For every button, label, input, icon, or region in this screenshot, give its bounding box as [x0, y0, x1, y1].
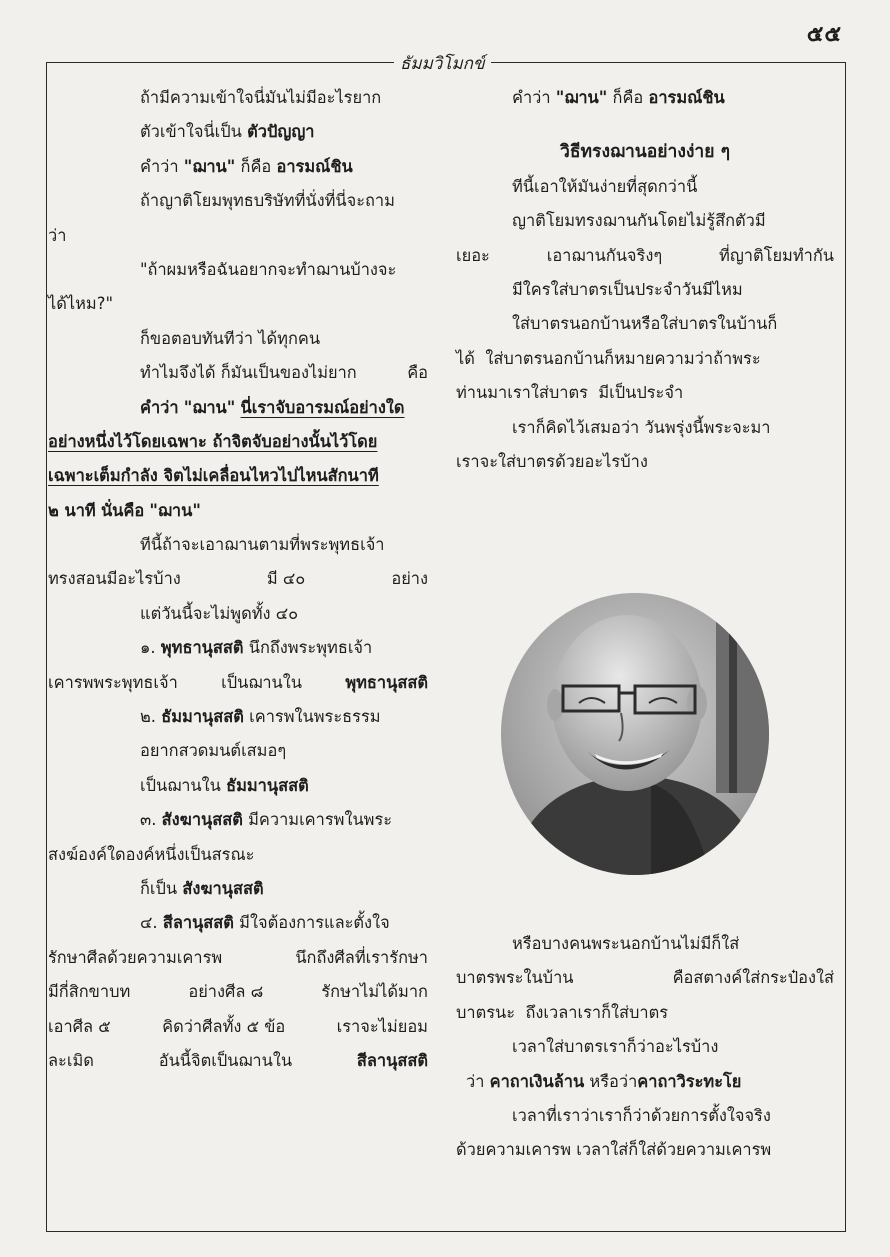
- text-line: ก็เป็น สังฆานุสสติ: [140, 878, 264, 898]
- text-line: คำว่า "ฌาน" นี่เราจับอารมณ์อย่างใด: [140, 397, 405, 417]
- text-line: ทำไมจึงได้ ก็มันเป็นของไม่ยาก คือ: [140, 363, 428, 383]
- monk-portrait-photo: [501, 593, 769, 875]
- text-line: บาตรพระในบ้าน คือสตางค์ใส่กระป๋องใส่: [456, 968, 834, 988]
- text-line: เวลาที่เราว่าเราก็ว่าด้วยการตั้งใจจริง: [512, 1105, 771, 1125]
- text-line: ก็ขอตอบทันทีว่า ได้ทุกคน: [140, 328, 321, 348]
- text-line: มีใครใส่บาตรเป็นประจำวันมีไหม: [512, 279, 743, 299]
- text-line: เคารพพระพุทธเจ้า เป็นฌานใน พุทธานุสสติ: [48, 672, 428, 692]
- text-line: แต่วันนี้จะไม่พูดทั้ง ๔๐: [140, 603, 299, 623]
- page-number: ๕๕: [806, 21, 842, 47]
- text-line: ทรงสอนมีอะไรบ้าง มี ๔๐ อย่าง: [48, 569, 428, 589]
- text-line: รักษาศีลด้วยความเคารพ นึกถึงศีลที่เรารักษา: [48, 947, 428, 967]
- text-line: เป็นฌานใน ธัมมานุสสติ: [140, 775, 309, 795]
- text-line: หรือบางคนพระนอกบ้านไม่มีก็ใส่: [512, 934, 740, 953]
- text-line: ทีนี้ถ้าจะเอาฌานตามที่พระพุทธเจ้า: [140, 535, 385, 555]
- text-line: มีกี่สิกขาบท อย่างศีล ๘ รักษาไม่ได้มาก: [48, 982, 428, 1002]
- text-line: คำว่า "ฌาน" ก็คือ อารมณ์ชิน: [512, 88, 725, 107]
- text-line: ได้ไหม?": [48, 294, 113, 314]
- text-line: เราจะใส่บาตรด้วยอะไรบ้าง: [456, 451, 648, 471]
- text-line: คำว่า "ฌาน" ก็คือ อารมณ์ชิน: [140, 156, 353, 176]
- right-column: [456, 81, 834, 479]
- text-line: บาตรนะ ถึงเวลาเราก็ใส่บาตร: [456, 1002, 669, 1022]
- text-line: ท่านมาเราใส่บาตร มีเป็นประจำ: [456, 383, 684, 403]
- header-title: ธัมมวิโมกข์: [394, 50, 491, 77]
- spacer: [456, 115, 834, 135]
- text-line: สงฆ์องค์ใดองค์หนึ่งเป็นสรณะ: [48, 844, 255, 864]
- right-column-lower: [456, 927, 834, 1168]
- text-line: เอาศีล ๕ คิดว่าศีลทั้ง ๕ ข้อ เราจะไม่ยอม: [48, 1016, 428, 1036]
- text-line: เฉพาะเต็มกำลัง จิตไม่เคลื่อนไหวไปไหนสักนาที: [48, 466, 379, 486]
- text-line: ถ้าญาติโยมพุทธบริษัทที่นั่งที่นี่จะถาม: [140, 191, 395, 211]
- text-line: ได้ ใส่บาตรนอกบ้านก็หมายความว่าถ้าพระ: [456, 348, 761, 368]
- text-line: "ถ้าผมหรือฉันอยากจะทำฌานบ้างจะ: [140, 259, 397, 279]
- text-line: เวลาใส่บาตรเราก็ว่าอะไรบ้าง: [512, 1037, 719, 1057]
- text-line: ๒. ธัมมานุสสติ เคารพในพระธรรม: [140, 707, 381, 727]
- text-line: ด้วยความเคารพ เวลาใส่ก็ใส่ด้วยความเคารพ: [456, 1140, 772, 1160]
- text-line: ถ้ามีความเข้าใจนี่มันไม่มีอะไรยาก: [140, 88, 382, 107]
- text-line: ๓. สังฆานุสสติ มีความเคารพในพระ: [140, 810, 393, 830]
- text-line: เราก็คิดไว้เสมอว่า วันพรุ่งนี้พระจะมา: [512, 417, 771, 437]
- text-line: อยากสวดมนต์เสมอๆ: [140, 741, 287, 761]
- text-line: ๑. พุทธานุสสติ นึกถึงพระพุทธเจ้า: [140, 638, 373, 658]
- text-line: ว่า คาถาเงินล้าน หรือว่าคาถาวิระทะโย: [466, 1071, 742, 1091]
- text-line: ๔. สีลานุสสติ มีใจต้องการและตั้งใจ: [140, 913, 390, 933]
- left-column: [48, 81, 428, 1078]
- text-line: ตัวเข้าใจนี่เป็น ตัวปัญญา: [140, 122, 315, 142]
- text-line: เยอะ เอาฌานกันจริงๆ ที่ญาติโยมทำกัน: [456, 245, 834, 265]
- text-line: ว่า: [48, 225, 67, 245]
- text-line: ญาติโยมทรงฌานกันโดยไม่รู้สึกตัวมี: [512, 211, 766, 231]
- text-line: ๒ นาที นั่นคือ "ฌาน": [48, 500, 201, 520]
- text-line: ใส่บาตรนอกบ้านหรือใส่บาตรในบ้านก็: [512, 314, 778, 334]
- text-line: อย่างหนึ่งไว้โดยเฉพาะ ถ้าจิตจับอย่างนั้นไว้โดย: [48, 431, 378, 451]
- section-heading: วิธีทรงฌานอย่างง่าย ๆ: [560, 142, 730, 163]
- text-line: ทีนี้เอาให้มันง่ายที่สุดกว่านี้: [512, 176, 698, 196]
- text-line: ละเมิด อันนี้จิตเป็นฌานใน สีลานุสสติ: [48, 1050, 428, 1070]
